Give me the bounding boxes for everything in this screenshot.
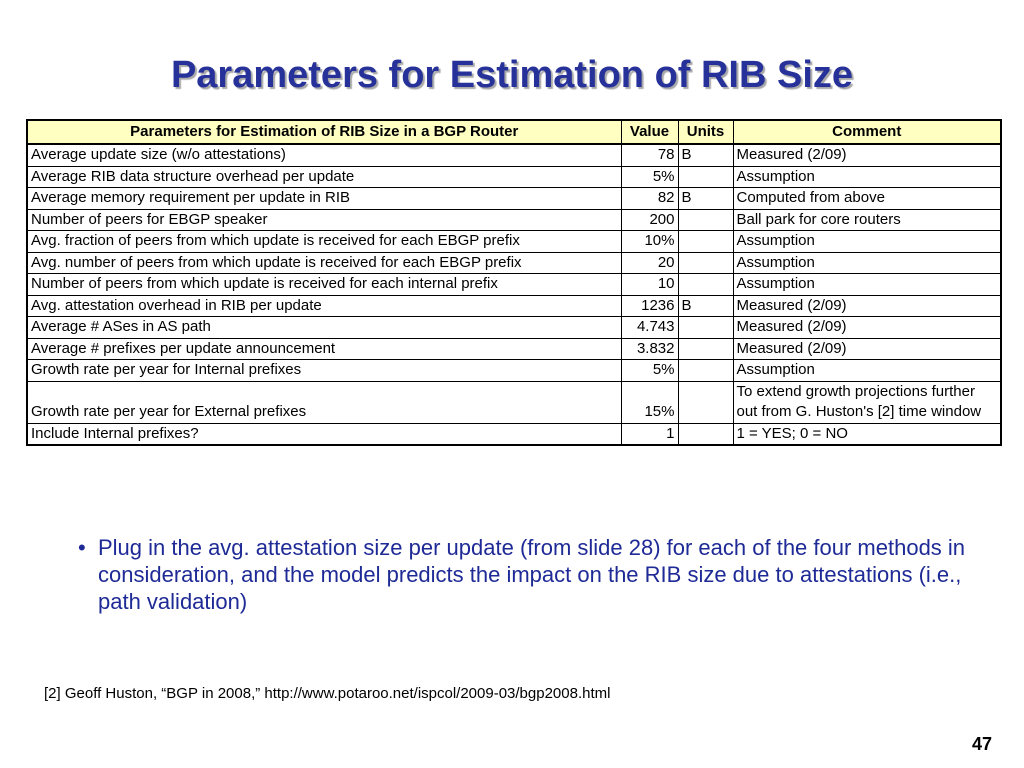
cell-value: 3.832: [621, 338, 678, 360]
cell-units: B: [678, 144, 733, 166]
cell-units: [678, 360, 733, 382]
cell-comment: Measured (2/09): [733, 144, 1001, 166]
header-parameter: Parameters for Estimation of RIB Size in a BGP Router: [27, 120, 621, 144]
cell-comment: Assumption: [733, 360, 1001, 382]
bullet-marker: •: [78, 535, 86, 560]
cell-value: 10: [621, 274, 678, 296]
table-row: [27, 252, 1001, 274]
cell-parameter: Average update size (w/o attestations): [27, 144, 621, 166]
cell-parameter: Avg. attestation overhead in RIB per update: [27, 295, 621, 317]
reference-footnote: [2] Geoff Huston, “BGP in 2008,” http://www.potaroo.net/ispcol/2009-03/bgp2008.html: [44, 685, 611, 702]
cell-comment: To extend growth projections further out from G. Huston's [2] time window: [733, 381, 1001, 423]
cell-units: [678, 274, 733, 296]
cell-value: 5%: [621, 166, 678, 188]
cell-units: B: [678, 188, 733, 210]
cell-comment: 1 = YES; 0 = NO: [733, 423, 1001, 445]
table-row: [27, 231, 1001, 253]
cell-comment: Computed from above: [733, 188, 1001, 210]
cell-units: B: [678, 295, 733, 317]
table-row: [27, 166, 1001, 188]
cell-parameter: Average # prefixes per update announcement: [27, 338, 621, 360]
cell-parameter: Average # ASes in AS path: [27, 317, 621, 339]
cell-comment: Assumption: [733, 231, 1001, 253]
header-comment: Comment: [733, 120, 1001, 144]
cell-value: 20: [621, 252, 678, 274]
table-row: [27, 209, 1001, 231]
cell-comment: Measured (2/09): [733, 338, 1001, 360]
table-row: [27, 317, 1001, 339]
cell-value: 10%: [621, 231, 678, 253]
table-row: [27, 338, 1001, 360]
cell-value: 78: [621, 144, 678, 166]
cell-comment: Assumption: [733, 252, 1001, 274]
cell-comment: Ball park for core routers: [733, 209, 1001, 231]
cell-parameter: Average RIB data structure overhead per update: [27, 166, 621, 188]
table-row: [27, 360, 1001, 382]
cell-units: [678, 209, 733, 231]
cell-comment: Measured (2/09): [733, 295, 1001, 317]
cell-parameter: Avg. number of peers from which update is received for each EBGP prefix: [27, 252, 621, 274]
page-number: 47: [971, 734, 992, 754]
cell-comment: Assumption: [733, 274, 1001, 296]
cell-parameter: Growth rate per year for External prefixes: [27, 381, 621, 423]
cell-units: [678, 166, 733, 188]
table-header-row: [27, 120, 1001, 144]
cell-parameter: Avg. fraction of peers from which update is received for each EBGP prefix: [27, 231, 621, 253]
cell-units: [678, 338, 733, 360]
cell-value: 15%: [621, 381, 678, 423]
cell-units: [678, 381, 733, 423]
cell-comment: Assumption: [733, 166, 1001, 188]
cell-parameter: Number of peers for EBGP speaker: [27, 209, 621, 231]
cell-parameter: Number of peers from which update is received for each internal prefix: [27, 274, 621, 296]
table-row: [27, 188, 1001, 210]
header-value: Value: [621, 120, 678, 144]
cell-value: 200: [621, 209, 678, 231]
cell-value: 82: [621, 188, 678, 210]
bullet-text: Plug in the avg. attestation size per update (from slide 28) for each of the four methods in consideration, and the model predicts the impact on the RIB size due to attestations (i.e., path validation): [98, 535, 966, 614]
cell-units: [678, 231, 733, 253]
table-row: [27, 274, 1001, 296]
table-row: [27, 295, 1001, 317]
cell-comment: Measured (2/09): [733, 317, 1001, 339]
bullet-point: [78, 534, 968, 615]
slide-title: Parameters for Estimation of RIB Size: [170, 54, 854, 96]
cell-parameter: Growth rate per year for Internal prefixes: [27, 360, 621, 382]
cell-value: 1: [621, 423, 678, 445]
cell-value: 4.743: [621, 317, 678, 339]
header-units: Units: [678, 120, 733, 144]
cell-units: [678, 423, 733, 445]
table-row: [27, 381, 1001, 423]
cell-units: [678, 317, 733, 339]
cell-parameter: Include Internal prefixes?: [27, 423, 621, 445]
table-row: [27, 423, 1001, 445]
rib-parameters-table: [26, 119, 1002, 446]
cell-value: 1236: [621, 295, 678, 317]
cell-parameter: Average memory requirement per update in RIB: [27, 188, 621, 210]
cell-units: [678, 252, 733, 274]
table-row: [27, 144, 1001, 166]
cell-value: 5%: [621, 360, 678, 382]
